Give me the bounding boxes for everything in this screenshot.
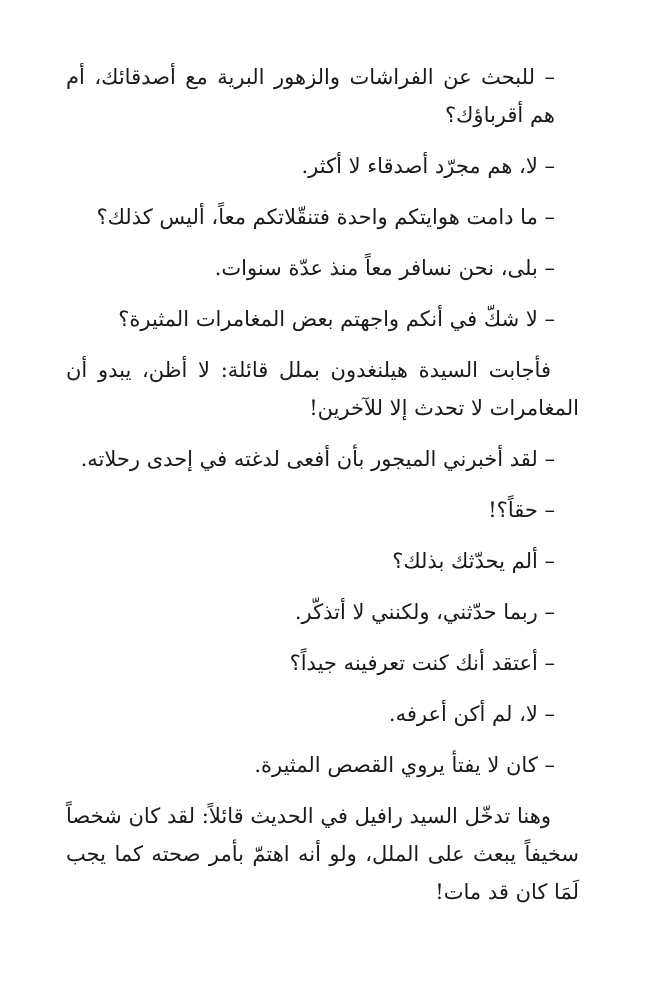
book-page [66, 58, 579, 924]
narration-paragraph: فأجابت السيدة هيلنغدون بملل قائلة: لا أظن، يبدو أن المغامرات لا تحدث إلا للآخرين! [66, 358, 579, 420]
dialogue-line: – ما دامت هوايتكم واحدة فتنقّلاتكم معاً، أليس كذلك؟ [96, 205, 555, 229]
dialogue-line: – كان لا يفتأ يروي القصص المثيرة. [254, 753, 555, 777]
dialogue-line: – لقد أخبرني الميجور بأن أفعى لدغته في إحدى رحلاته. [80, 447, 555, 471]
dialogue-line: – لا، هم مجرّد أصدقاء لا أكثر. [301, 154, 555, 178]
dialogue-line: – حقاً؟! [488, 498, 555, 522]
dialogue-line: – ألم يحدّثك بذلك؟ [392, 549, 555, 573]
dialogue-line: – بلى، نحن نسافر معاً منذ عدّة سنوات. [214, 256, 555, 280]
dialogue-line: – ربما حدّثني، ولكنني لا أتذكّر. [294, 600, 555, 624]
dialogue-line: – لا شكّ في أنكم واجهتم بعض المغامرات المثيرة؟ [118, 307, 555, 331]
narration-paragraph: وهنا تدخّل السيد رافيل في الحديث قائلاً: لقد كان شخصاً سخيفاً يبعث على الملل، ولو أنه اهتمّ بأمر صحته كما يجب لَمَا كان قد مات! [66, 804, 579, 904]
dialogue-line: – للبحث عن الفراشات والزهور البرية مع أصدقائك، أم هم أقرباؤك؟ [66, 65, 555, 127]
dialogue-line: – لا، لم أكن أعرفه. [388, 702, 555, 726]
dialogue-line: – أعتقد أنك كنت تعرفينه جيداً؟ [289, 651, 555, 675]
